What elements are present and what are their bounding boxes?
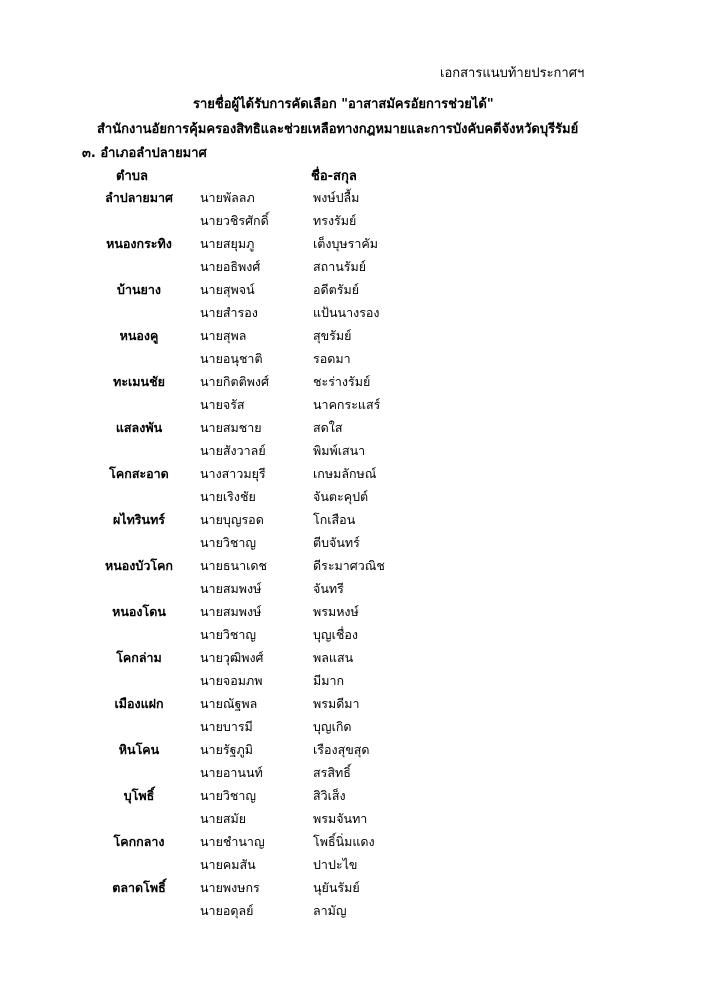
first-name-cell: นายจรัส [200,397,245,412]
last-name-cell: เต็งบุษราคัม [313,236,379,251]
table-row [0,489,707,512]
table-row [0,880,707,903]
table-row [0,811,707,834]
last-name-cell: นาคกระแสร์ [313,397,381,412]
subdistrict-cell: ลำปลายมาศ [105,190,173,205]
first-name-cell: นายสังวาลย์ [200,443,266,458]
table-row [0,788,707,811]
last-name-cell: มีมาก [313,673,345,688]
subdistrict-cell: ทะเมนชัย [113,374,165,389]
first-name-cell: นายวิชาญ [200,788,257,803]
first-name-cell: นายสุพจน์ [200,282,255,297]
column-header-name: ชื่อ-สกุล [311,169,357,184]
first-name-cell: นางสาวมยุรี [200,466,266,481]
subdistrict-cell: หินโคน [118,742,160,757]
subdistrict-cell: ตลาดโพธิ์ [112,880,166,895]
subdistrict-cell: บุโพธิ์ [123,788,155,803]
table-row [0,558,707,581]
last-name-cell: พรมดีมา [313,696,360,711]
last-name-cell: โกเสือน [313,512,356,527]
last-name-cell: สถานรัมย์ [313,259,367,274]
last-name-cell: เรืองสุขสุด [313,742,370,757]
first-name-cell: นายวิชาญ [200,535,257,550]
subdistrict-cell: หนองโดน [112,604,166,619]
subdistrict-cell: โคกล่าม [116,650,162,665]
first-name-cell: นายสุพล [200,328,247,343]
first-name-cell: นายสมชาย [200,420,262,435]
table-row [0,627,707,650]
first-name-cell: นายพงษกร [200,880,260,895]
subdistrict-cell: โคกกลาง [113,834,165,849]
first-name-cell: นายชำนาญ [200,834,265,849]
last-name-cell: นุยันรัมย์ [313,880,360,895]
table-row [0,397,707,420]
table-row [0,719,707,742]
subdistrict-cell: บ้านยาง [117,282,161,297]
last-name-cell: รอดมา [313,351,351,366]
table-row [0,673,707,696]
first-name-cell: นายอดุลย์ [200,903,254,918]
subdistrict-cell: เมืองแฝก [114,696,164,711]
last-name-cell: ลามัญ [313,903,347,918]
table-row [0,742,707,765]
table-row [0,190,707,213]
first-name-cell: นายกิตติพงศ์ [200,374,269,389]
first-name-cell: นายวุฒิพงศ์ [200,650,264,665]
first-name-cell: นายอธิพงศ์ [200,259,261,274]
first-name-cell: นายสมัย [200,811,247,826]
table-row [0,765,707,788]
first-name-cell: นายบุญรอด [200,512,264,527]
last-name-cell: โพธิ์นิ่มแดง [313,834,375,849]
table-row [0,604,707,627]
district-heading: ๓. อำเภอลำปลายมาศ [82,146,207,161]
first-name-cell: นายรัฐภูมิ [200,742,253,757]
subdistrict-cell: หนองคู [119,328,159,343]
table-row [0,903,707,926]
table-row [0,466,707,489]
table-row [0,535,707,558]
name-list [0,190,707,926]
first-name-cell: นายวชิรศักดิ์ [200,213,269,228]
table-row [0,857,707,880]
table-row [0,420,707,443]
first-name-cell: นายบารมี [200,719,253,734]
office-name: สำนักงานอัยการคุ้มครองสิทธิและช่วยเหลือทางกฎหมายและการบังคับคดีจังหวัดบุรีรัมย์ [97,122,579,137]
first-name-cell: นายณัฐพล [200,696,258,711]
first-name-cell: นายอนุชาติ [200,351,263,366]
table-row [0,305,707,328]
last-name-cell: ชะร่างรัมย์ [313,374,371,389]
last-name-cell: พิมพ์เสนา [313,443,366,458]
first-name-cell: นายเริงชัย [200,489,256,504]
last-name-cell: เกษมลักษณ์ [313,466,377,481]
table-row [0,512,707,535]
table-row [0,259,707,282]
document-title: รายชื่อผู้ได้รับการคัดเลือก "อาสาสมัครอัยการช่วยได้" [193,97,494,112]
last-name-cell: ตีบจันทร์ [313,535,360,550]
table-row [0,351,707,374]
last-name-cell: สุขรัมย์ [313,328,352,343]
last-name-cell: สดใส [313,420,343,435]
first-name-cell: นายคมสัน [200,857,256,872]
last-name-cell: จันทรี [313,581,344,596]
first-name-cell: นายจอมภพ [200,673,263,688]
last-name-cell: บุญเชื่อง [313,627,358,642]
last-name-cell: พรมหงษ์ [313,604,359,619]
first-name-cell: นายธนาเดช [200,558,267,573]
subdistrict-cell: ผไทรินทร์ [112,512,166,527]
last-name-cell: สรสิทธิ์ [313,765,351,780]
table-row [0,443,707,466]
last-name-cell: พลแสน [313,650,354,665]
table-row [0,650,707,673]
last-name-cell: ทรงรัมย์ [313,213,357,228]
table-row [0,213,707,236]
last-name-cell: จันตะคุปต์ [313,489,369,504]
table-row [0,282,707,305]
column-header-subdistrict: ตำบล [116,169,148,184]
table-row [0,834,707,857]
table-row [0,374,707,397]
first-name-cell: นายสยุมภู [200,236,255,251]
first-name-cell: นายอานนท์ [200,765,263,780]
subdistrict-cell: โคกสะอาด [109,466,169,481]
last-name-cell: อดีตรัมย์ [313,282,360,297]
first-name-cell: นายสมพงษ์ [200,581,262,596]
last-name-cell: ปาปะไข [313,857,358,872]
last-name-cell: ดีระมาศวณิช [313,558,385,573]
last-name-cell: บุญเกิด [313,719,352,734]
attachment-note: เอกสารแนบท้ายประกาศฯ [440,66,585,81]
first-name-cell: นายสำรอง [200,305,258,320]
table-row [0,696,707,719]
subdistrict-cell: หนองกระทิง [106,236,172,251]
last-name-cell: พรมจันทา [313,811,368,826]
table-row [0,328,707,351]
first-name-cell: นายวิชาญ [200,627,257,642]
table-row [0,236,707,259]
table-row [0,581,707,604]
first-name-cell: นายพัลลภ [200,190,255,205]
subdistrict-cell: แสลงพัน [115,420,163,435]
last-name-cell: สิวิเส็ง [313,788,346,803]
last-name-cell: พงษ์ปลื้ม [313,190,360,205]
last-name-cell: แป้นนางรอง [313,305,380,320]
subdistrict-cell: หนองบัวโคก [105,558,173,573]
first-name-cell: นายสมพงษ์ [200,604,262,619]
